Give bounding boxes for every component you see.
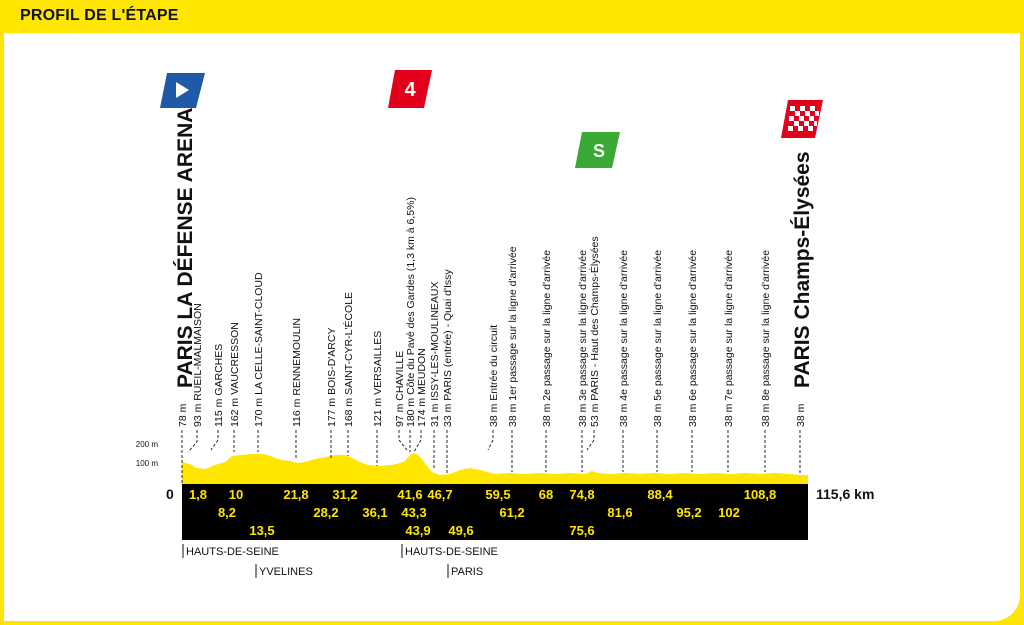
waypoint-label: 115 m GARCHES: [213, 343, 225, 427]
climb-category-label: 4: [404, 79, 416, 101]
waypoint: [326, 328, 338, 458]
kilometer-label: 28,2: [313, 505, 339, 520]
waypoint: [541, 250, 553, 472]
start-name: PARIS LA DÉFENSE ARENA: [174, 107, 197, 388]
waypoint-label: 38 m: [795, 403, 807, 427]
waypoint-label: 180 m Côte du Pavé des Gardes (1,3 km à 6,5%): [405, 197, 417, 427]
waypoint: [372, 331, 384, 466]
waypoint: [795, 403, 807, 474]
waypoint: [618, 250, 630, 472]
waypoint: [577, 250, 589, 472]
waypoint: [291, 318, 303, 460]
waypoint: [229, 322, 241, 452]
waypoint-label: 38 m 5e passage sur la ligne d'arrivée: [652, 249, 664, 427]
kilometer-label: 49,6: [448, 523, 474, 538]
waypoint-tick: [414, 430, 421, 452]
finish-name: PARIS Champs-Élysées: [791, 151, 814, 388]
waypoint-tick: [399, 430, 407, 450]
waypoint-tick: [488, 430, 493, 450]
kilometer-label: 8,2: [217, 505, 237, 520]
kilometer-label: 36,1: [362, 505, 388, 520]
waypoint-tick: [587, 430, 594, 450]
waypoint: [760, 250, 772, 472]
kilometer-label: 102: [718, 505, 740, 520]
region-label: YVELINES: [259, 566, 313, 578]
finish-flag-icon: [781, 100, 823, 138]
waypoint: [253, 272, 265, 452]
kilometer-label: 1,8: [188, 487, 208, 502]
waypoint-tick: [188, 430, 197, 452]
waypoint: [723, 250, 735, 472]
waypoint-label: 31 m ISSY-LES-MOULINEAUX: [429, 281, 441, 427]
kilometer-label: 10: [228, 487, 244, 502]
waypoint-label: 97 m CHAVILLE: [394, 350, 406, 427]
kilometer-label: 43,9: [405, 523, 431, 538]
waypoint-label: 177 m BOIS-D'ARCY: [326, 327, 338, 427]
region-label: HAUTS-DE-SEINE: [405, 546, 498, 558]
waypoint-label: 33 m PARIS (entrée) - Quai d'Issy: [442, 269, 454, 427]
waypoint-label: 38 m Entrée du circuit: [488, 324, 500, 427]
waypoint-label: 116 m RENNEMOULIN: [291, 318, 303, 427]
kilometer-label: 75,6: [569, 523, 595, 538]
waypoint-layer: [177, 197, 807, 484]
waypoint-label: 38 m 4e passage sur la ligne d'arrivée: [618, 249, 630, 427]
waypoint-label: 93 m RUEIL-MALMAISON: [192, 303, 204, 427]
waypoint-label: 38 m 3e passage sur la ligne d'arrivée: [577, 249, 589, 427]
waypoint-label: 38 m 6e passage sur la ligne d'arrivée: [687, 249, 699, 427]
waypoint-label: 168 m SAINT-CYR-L'ÉCOLE: [343, 291, 355, 427]
waypoint-label: 53 m PARIS - Haut des Champs-Élysées: [589, 236, 601, 427]
waypoint: [652, 250, 664, 472]
waypoint-label: 38 m 2e passage sur la ligne d'arrivée: [541, 249, 553, 427]
axis-label-200: 200 m: [135, 440, 158, 449]
waypoint: [507, 246, 519, 472]
distance-zero: 0: [166, 486, 174, 502]
kilometer-label: 13,5: [249, 523, 275, 538]
waypoint: [429, 282, 441, 471]
elevation-profile: [182, 453, 808, 484]
kilometer-label: 88,4: [647, 487, 673, 502]
kilometer-label: 59,5: [485, 487, 511, 502]
waypoint-label: 170 m LA CELLE-SAINT-CLOUD: [253, 272, 265, 427]
kilometer-label: 61,2: [499, 505, 525, 520]
waypoint: [442, 269, 454, 474]
sprint-label: S: [592, 141, 606, 161]
kilometer-label: 68: [538, 487, 554, 502]
region-label: HAUTS-DE-SEINE: [186, 546, 279, 558]
kilometer-label: 74,8: [569, 487, 595, 502]
kilometer-label: 95,2: [676, 505, 702, 520]
region-label: PARIS: [451, 566, 484, 578]
kilometer-label: 21,8: [283, 487, 309, 502]
waypoint: [687, 250, 699, 472]
climb-category-icon: [388, 70, 432, 108]
waypoint-label: 38 m 1er passage sur la ligne d'arrivée: [507, 246, 519, 427]
sprint-icon: [575, 132, 620, 168]
distance-total: 115,6 km: [816, 486, 875, 502]
waypoint-label: 38 m 8e passage sur la ligne d'arrivée: [760, 249, 772, 427]
waypoint-label: 162 m VAUCRESSON: [229, 322, 241, 427]
waypoint: [342, 292, 355, 456]
kilometer-label: 81,6: [607, 505, 633, 520]
axis-label-100: 100 m: [135, 459, 158, 468]
page-title: PROFIL DE L'ÉTAPE: [20, 7, 179, 24]
region-labels: [183, 544, 498, 578]
waypoint-label: 174 m MEUDON: [416, 348, 428, 427]
waypoint-label: 121 m VERSAILLES: [372, 330, 384, 427]
waypoint-label: 38 m 7e passage sur la ligne d'arrivée: [723, 249, 735, 427]
waypoint-tick: [211, 430, 218, 450]
kilometer-label: 46,7: [427, 487, 453, 502]
kilometer-label: 31,2: [332, 487, 358, 502]
kilometer-label: 43,3: [401, 505, 427, 520]
waypoint: [414, 348, 428, 452]
start-flag-icon: [160, 73, 205, 108]
waypoint-label: 78 m: [177, 403, 189, 427]
kilometer-label: 41,6: [397, 487, 423, 502]
waypoint: [488, 325, 500, 450]
kilometer-label: 108,8: [743, 487, 777, 502]
waypoint: [587, 236, 601, 450]
waypoint: [211, 344, 225, 450]
